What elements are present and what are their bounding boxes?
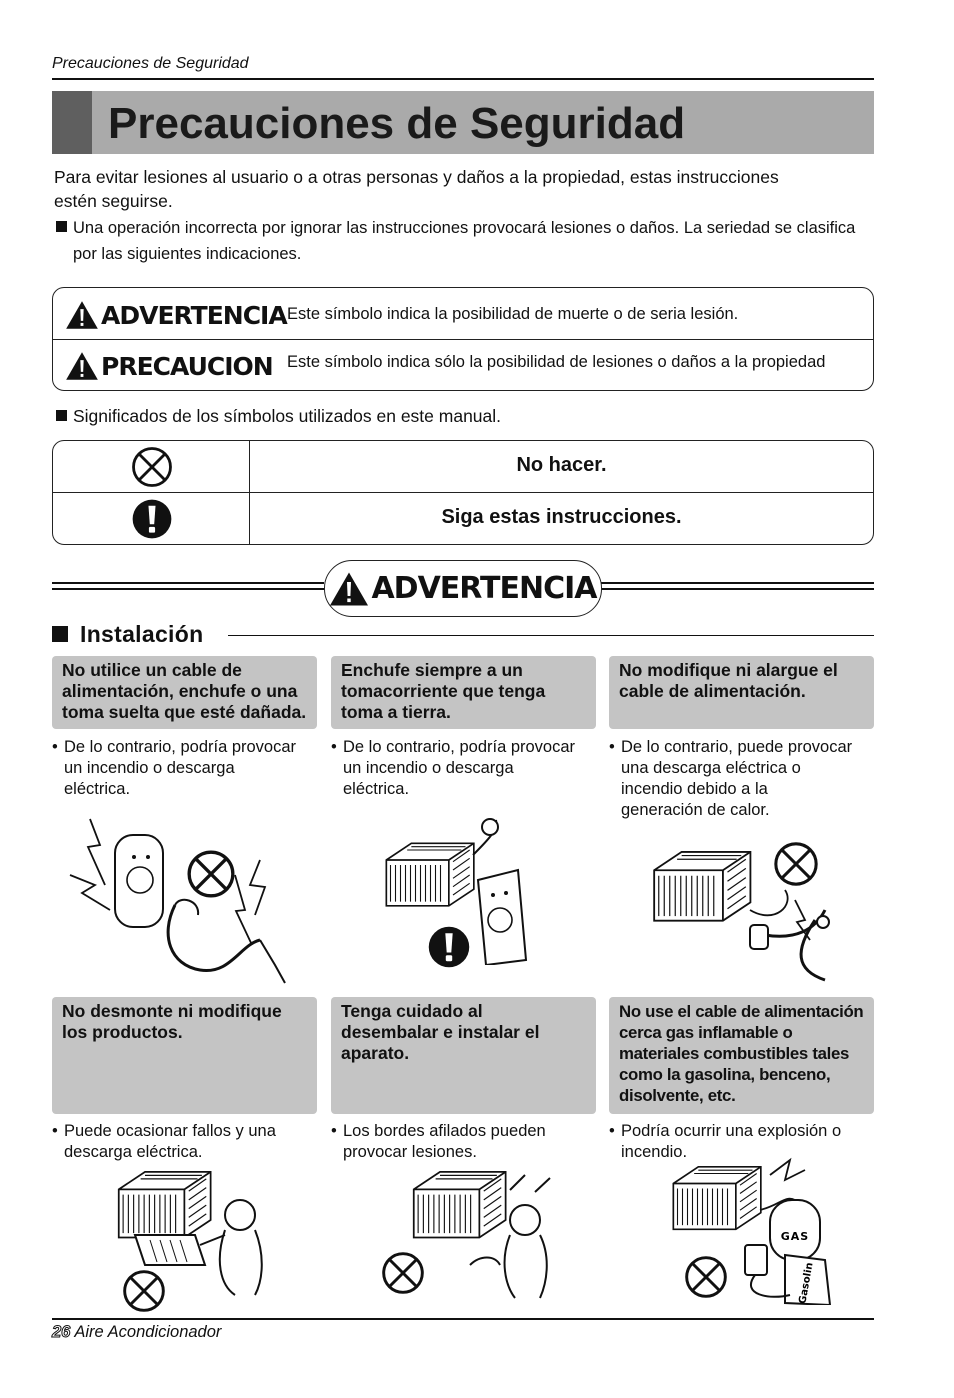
title-accent [52, 91, 92, 154]
warning-triangle-icon [329, 571, 369, 607]
desc-line: un incendio o descarga [64, 759, 235, 777]
signal-desc-warning: Este símbolo indica la posibilidad de muerte o de seria lesión. [287, 305, 739, 323]
heading-line: Tenga cuidado al [341, 1001, 483, 1021]
desc-line: Los bordes afilados pueden [343, 1122, 546, 1140]
heading-line: aparato. [341, 1043, 410, 1063]
heading-line: alimentación, enchufe o una [62, 681, 298, 701]
symbols-table [52, 440, 874, 545]
page-title-bar [52, 91, 874, 154]
running-header: Precauciones de Seguridad [52, 55, 249, 72]
intro-bullet-line-2: por las siguientes indicaciones. [73, 245, 302, 263]
heading-line: No modifique ni alargue el [619, 660, 838, 680]
item-desc-3: • De lo contrario, puede provocar una descarga eléctrica o incendio debido a la generación de calor. [609, 738, 853, 819]
bullet-square [56, 410, 67, 421]
footer-rule [52, 1318, 874, 1320]
item-desc-4: • Puede ocasionar fallos y una descarga eléctrica. [52, 1122, 276, 1161]
item-heading-6 [609, 997, 874, 1114]
heading-line: No utilice un cable de [62, 660, 242, 680]
heading-line: desembalar e instalar el [341, 1022, 540, 1042]
prohibited-icon [121, 1268, 167, 1314]
heading-line: cerca gas inflamable o [619, 1023, 793, 1042]
warning-banner [324, 560, 602, 617]
desc-line: una descarga eléctrica o [621, 759, 801, 777]
desc-line: provocar lesiones. [343, 1143, 477, 1161]
intro-line-1: Para evitar lesiones al usuario o a otras personas y daños a la propiedad, estas instrucciones [54, 167, 779, 187]
prohibited-icon [130, 445, 174, 489]
signal-label-caution: PRECAUCION [101, 351, 273, 381]
mandatory-icon [426, 924, 472, 970]
signal-row-caution [65, 341, 273, 391]
banner-rule-right [600, 582, 874, 590]
prohibited-icon [380, 1250, 426, 1296]
signal-desc-caution: Este símbolo indica sólo la posibilidad de lesiones o daños a la propiedad [287, 353, 826, 371]
page-number: 26 [52, 1323, 71, 1341]
warning-banner-label: ADVERTENCIA [371, 571, 597, 606]
desc-line: descarga eléctrica. [64, 1143, 203, 1161]
intro-bullet [56, 215, 866, 241]
signal-word-box [52, 287, 874, 391]
signal-divider [53, 339, 873, 340]
mandatory-icon [130, 497, 174, 541]
heading-line: como la gasolina, benceno, [619, 1065, 831, 1084]
gasoline-label: Gasolin [797, 1261, 816, 1305]
heading-line: los productos. [62, 1022, 183, 1042]
prohibited-icon [185, 848, 237, 900]
heading-line: toma suelta que esté dañada. [62, 702, 307, 722]
footer-title: Aire Acondicionador [74, 1323, 222, 1341]
signal-label-warning: ADVERTENCIA [101, 300, 287, 330]
intro-line-2: estén seguirse. [54, 191, 173, 211]
item-heading-3 [609, 656, 874, 729]
damaged-plug-illustration [60, 815, 290, 985]
heading-line: cable de alimentación. [619, 681, 806, 701]
caution-triangle-icon [65, 351, 99, 381]
desc-line: De lo contrario, podría provocar [343, 738, 576, 756]
item-desc-1: • De lo contrario, podría provocar un incendio o descarga eléctrica. [52, 738, 297, 798]
desc-line: generación de calor. [621, 801, 770, 819]
desc-line: un incendio o descarga [343, 759, 514, 777]
section-title: Instalación [80, 620, 204, 647]
heading-line: Enchufe siempre a un [341, 660, 523, 680]
heading-line: disolvente, etc. [619, 1086, 736, 1105]
signal-row-warning [65, 290, 287, 340]
section-rule [228, 635, 874, 636]
symbol-text-no: No hacer. [516, 454, 607, 476]
heading-line: No desmonte ni modifique [62, 1001, 282, 1021]
symbols-intro [56, 403, 866, 429]
heading-line: tomacorriente que tenga [341, 681, 546, 701]
desc-line: Puede ocasionar fallos y una [64, 1122, 276, 1140]
prohibited-icon [772, 840, 820, 888]
item-heading-1 [52, 656, 317, 729]
desc-line: eléctrica. [343, 780, 410, 798]
page-title: Precauciones de Seguridad [108, 99, 686, 148]
desc-line: De lo contrario, puede provocar [621, 738, 853, 756]
item-desc-6: • Podría ocurrir una explosión o incendio. [609, 1122, 842, 1161]
intro-bullet-line-1: Una operación incorrecta por ignorar las instrucciones provocará lesiones o daños. La seriedad se clasifica [73, 219, 856, 237]
warning-triangle-icon [65, 300, 99, 330]
item-heading-4 [52, 997, 317, 1114]
heading-line: toma a tierra. [341, 702, 451, 722]
item-desc-5: • Los bordes afilados pueden provocar lesiones. [331, 1122, 546, 1161]
desc-line: Podría ocurrir una explosión o [621, 1122, 842, 1140]
section-square [52, 626, 68, 642]
page-footer [52, 1323, 221, 1342]
gas-label: GAS [780, 1230, 810, 1243]
section-heading [52, 620, 203, 648]
symbols-intro-text: Significados de los símbolos utilizados en este manual. [73, 406, 502, 426]
desc-line: De lo contrario, podría provocar [64, 738, 297, 756]
desc-line: eléctrica. [64, 780, 131, 798]
heading-line: No use el cable de alimentación [619, 1002, 864, 1021]
desc-line: incendio. [621, 1143, 688, 1161]
item-desc-2: • De lo contrario, podría provocar un incendio o descarga eléctrica. [331, 738, 576, 798]
prohibited-icon [683, 1254, 729, 1300]
banner-rule-left [52, 582, 324, 590]
item-heading-2 [331, 656, 596, 729]
heading-line: materiales combustibles tales [619, 1044, 850, 1063]
symbols-table-row-divider [53, 492, 873, 493]
header-rule [52, 78, 874, 80]
bullet-square [56, 221, 67, 232]
symbol-text-must: Siga estas instrucciones. [441, 506, 682, 528]
desc-line: incendio debido a la [621, 780, 768, 798]
item-heading-5 [331, 997, 596, 1114]
